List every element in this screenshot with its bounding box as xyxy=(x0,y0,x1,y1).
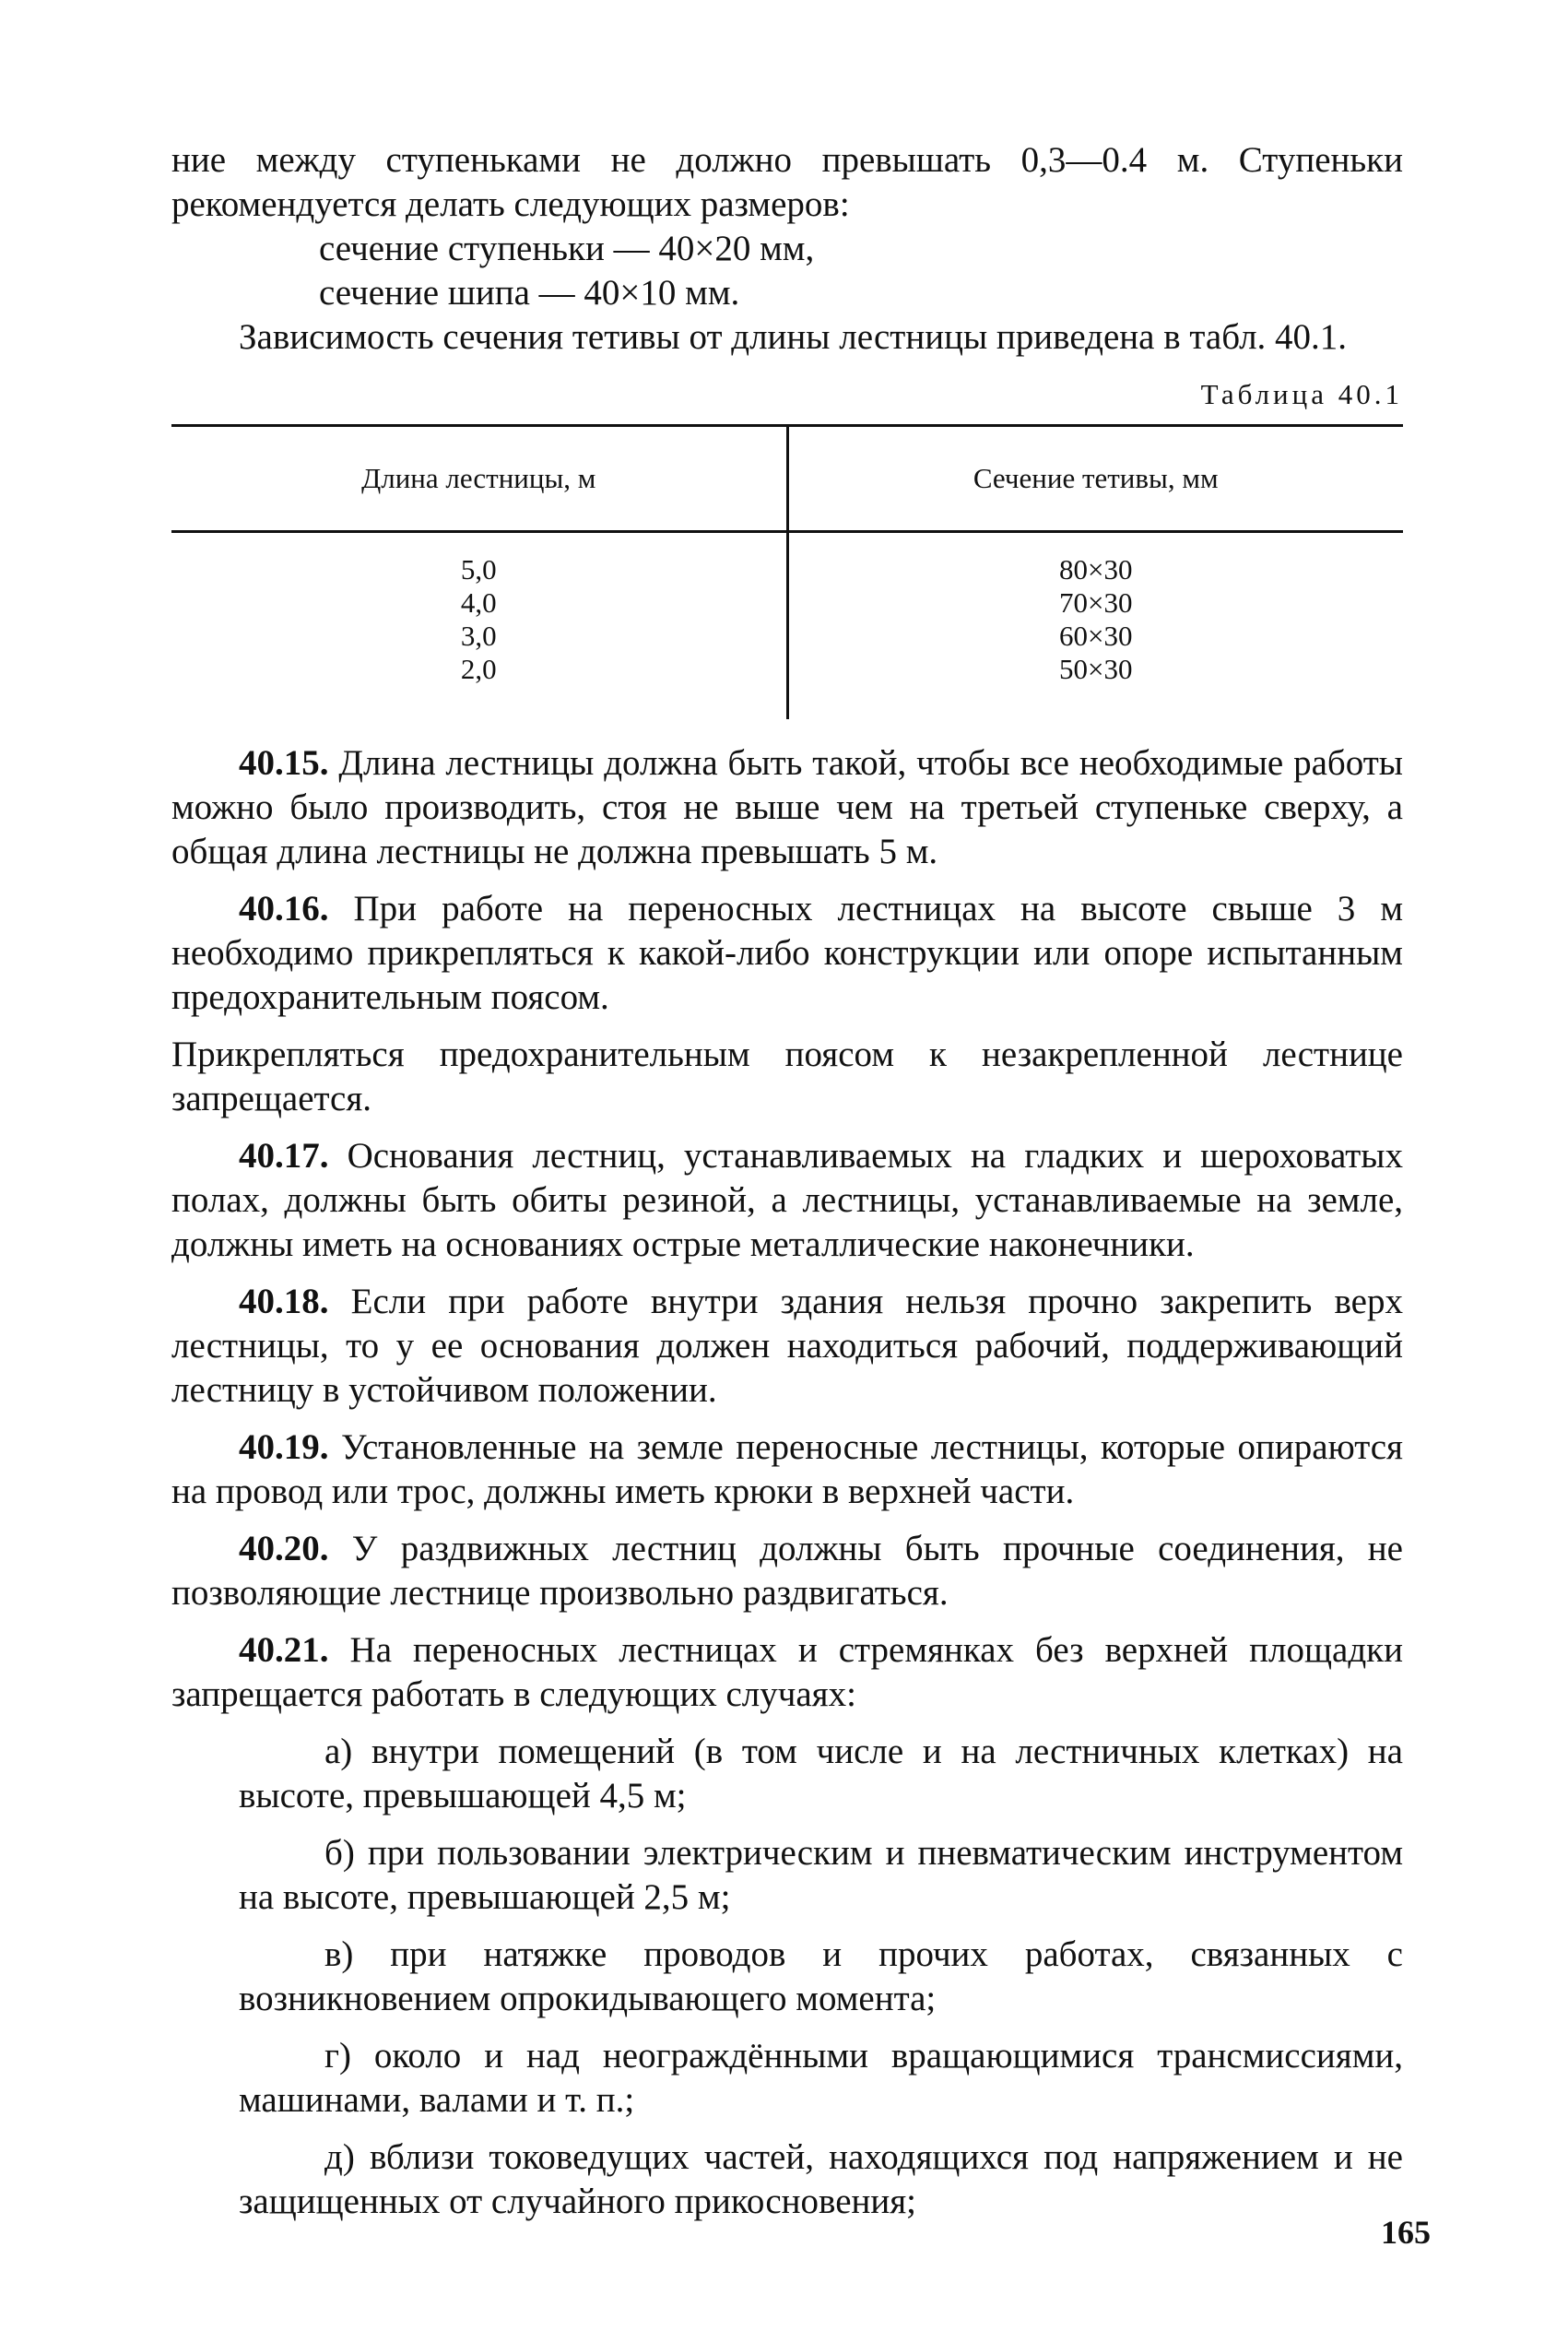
page-body xyxy=(171,138,1403,2224)
table-caption: Таблица 40.1 xyxy=(1200,378,1403,410)
table-column-length xyxy=(171,532,787,720)
clause-text: При работе на переносных лестницах на высоте свыше 3 м необходимо прикрепляться к какой-либо конструкции или опоре испытанным предохранительным поясом. xyxy=(171,889,1403,1017)
table-cell: 60×30 xyxy=(1059,620,1133,652)
clause-text: На переносных лестницах и стремянках без верхней площадки запрещается работать в следующих случаях: xyxy=(171,1630,1403,1714)
clause-text: Основания лестниц, устанавливаемых на гладких и шероховатых полах, должны быть обиты резиной, а лестницы, устанавливаемые на земле, должны иметь на основаниях острые металлические наконечники. xyxy=(171,1136,1403,1264)
clause-40-18 xyxy=(171,1280,1403,1413)
clause-40-20 xyxy=(171,1527,1403,1615)
clause-number: 40.17. xyxy=(239,1136,329,1176)
clause-number: 40.18. xyxy=(239,1282,329,1321)
clause-40-16-note: Прикрепляться предохранительным поясом к незакрепленной лестнице запрещается. xyxy=(171,1035,1403,1118)
stringer-section-table xyxy=(171,424,1403,719)
clause-number: 40.15. xyxy=(239,743,329,783)
clause-number: 40.16. xyxy=(239,889,329,928)
paragraph-table-reference: Зависимость сечения тетивы от длины лестницы приведена в табл. 40.1. xyxy=(239,317,1348,357)
clause-40-16 xyxy=(171,887,1403,1020)
clause-number: 40.21. xyxy=(239,1630,329,1670)
clause-text: Длина лестницы должна быть такой, чтобы все необходимые работы можно было производить, стоя не выше чем на третьей ступеньке сверху, а общая длина лестницы не должна превышать 5 м. xyxy=(171,743,1403,871)
table-cell: 70×30 xyxy=(1059,586,1133,619)
list-item-d: д) вблизи токоведущих частей, находящихся под напряжением и не защищенных от случайного прикосновения; xyxy=(239,2137,1403,2221)
clause-40-19 xyxy=(171,1425,1403,1514)
list-item-b: б) при пользовании электрическим и пневматическим инструментом на высоте, превышающей 2,5 м; xyxy=(239,1833,1403,1917)
clause-40-15 xyxy=(171,741,1403,874)
tenon-section-line: сечение шипа — 40×10 мм. xyxy=(319,273,740,313)
clause-40-21 xyxy=(171,1628,1403,1717)
clause-text: У раздвижных лестниц должны быть прочные соединения, не позволяющие лестнице произвольно раздвигаться. xyxy=(171,1529,1403,1613)
table-header-length: Длина лестницы, м xyxy=(171,426,787,532)
list-item-v: в) при натяжке проводов и прочих работах, связанных с возникновением опрокидывающего момента; xyxy=(239,1934,1403,2018)
table-cell: 5,0 xyxy=(460,553,497,585)
page-number: 165 xyxy=(1381,2214,1431,2251)
step-section-line: сечение ступеньки — 40×20 мм, xyxy=(319,229,815,268)
paragraph-intro: ние между ступеньками не должно превышать 0,3—0.4 м. Ступеньки рекомендуется делать следующих размеров: xyxy=(171,140,1403,224)
clause-40-17 xyxy=(171,1134,1403,1267)
list-item-a: а) внутри помещений (в том числе и на лестничных клетках) на высоте, превышающей 4,5 м; xyxy=(239,1732,1403,1816)
clause-number: 40.19. xyxy=(239,1427,329,1467)
clause-text: Если при работе внутри здания нельзя прочно закрепить верх лестницы, то у ее основания должен находиться рабочий, поддерживающий лестницу в устойчивом положении. xyxy=(171,1282,1403,1410)
table-cell: 4,0 xyxy=(460,586,497,619)
clause-text: Установленные на земле переносные лестницы, которые опираются на провод или трос, должны иметь крюки в верхней части. xyxy=(171,1427,1403,1511)
table-column-section xyxy=(787,532,1403,720)
table-header-section: Сечение тетивы, мм xyxy=(787,426,1403,532)
clauses-section xyxy=(171,741,1403,2224)
clause-number: 40.20. xyxy=(239,1529,329,1568)
list-item-g: г) около и над неограждёнными вращающимися трансмиссиями, машинами, валами и т. п.; xyxy=(239,2036,1403,2120)
table-cell: 50×30 xyxy=(1059,653,1133,685)
table-cell: 2,0 xyxy=(460,653,497,685)
table-cell: 80×30 xyxy=(1059,553,1133,585)
table-cell: 3,0 xyxy=(460,620,497,652)
